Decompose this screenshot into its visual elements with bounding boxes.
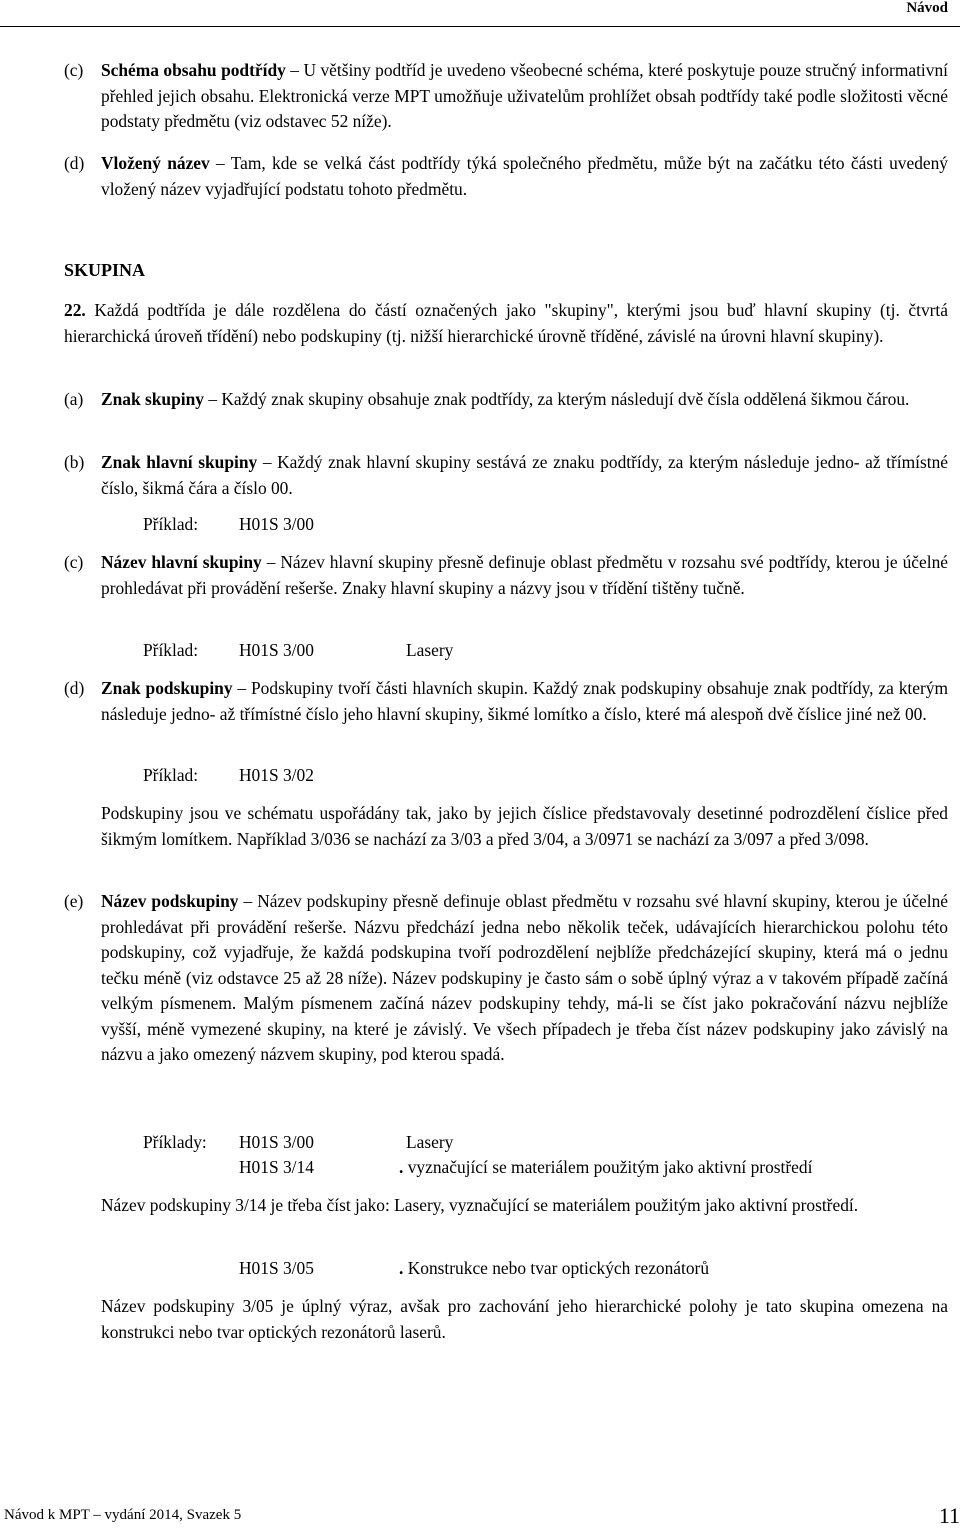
example-dot: .	[399, 1258, 404, 1278]
note-subgroup-3-05: Název podskupiny 3/05 je úplný výraz, avšak pro zachování jeho hierarchické polohy je tato skupina omezena na konstrukci nebo tvar optických rezonátorů laserů.	[101, 1296, 948, 1342]
item-term: Název podskupiny	[101, 891, 239, 911]
section-heading: SKUPINA	[64, 260, 146, 280]
item-marker: (c)	[64, 552, 84, 572]
item-text: Název hlavní skupiny přesně definuje oblast předmětu v rozsahu své podtřídy, kterou je účelné prohledávat při provádění rešerše. Znaky hlavní skupiny a názvy jsou v třídění tištěny tučně.	[101, 552, 948, 598]
note-subgroup-3-14: Název podskupiny 3/14 je třeba číst jako: Lasery, vyznačující se materiálem použitým jako aktivní prostředí.	[101, 1195, 859, 1215]
item-d-inserted-title	[64, 151, 948, 202]
item-a-group-symbol	[64, 387, 948, 413]
item-c-schema	[64, 58, 948, 135]
item-marker: (c)	[64, 60, 84, 80]
item-marker: (d)	[64, 678, 85, 698]
item-text: Podskupiny tvoří části hlavních skupin. Každý znak podskupiny obsahuje znak podtřídy, za kterým následuje jedno- až třímístné číslo jeho hlavní skupiny, šikmé lomítko a číslo, které má alespoň dvě číslice jiné než 00.	[101, 678, 948, 724]
item-marker: (d)	[64, 153, 85, 173]
item-dash: –	[285, 60, 304, 80]
item-e-subgroup-title	[64, 889, 948, 1068]
item-dash: –	[232, 678, 252, 698]
paragraph-text: Každá podtřída je dále rozdělena do částí označených jako "skupiny", kterými jsou buď hlavní skupiny (tj. čtvrtá hierarchická úroveň třídění) nebo podskupiny (tj. nižší hierarchické úrovně tříděné, závislé na úrovni hlavní skupiny).	[64, 300, 948, 346]
example-title: vyznačující se materiálem použitým jako aktivní prostředí	[403, 1157, 813, 1177]
header-rule	[0, 26, 960, 27]
example-e1	[143, 1130, 454, 1156]
item-dash: –	[261, 552, 281, 572]
item-term: Znak hlavní skupiny	[101, 452, 258, 472]
item-text: U většiny podtříd je uvedeno všeobecné schéma, které poskytuje pouze stručný informativní přehled jejich obsahu. Elektronická verze MPT umožňuje uživatelům prohlížet obsah podtřídy také podle složitosti věcné podstaty předmětu (viz odstavec 52 níže).	[101, 60, 948, 131]
example-dot: .	[399, 1157, 404, 1177]
example-code: H01S 3/02	[239, 765, 314, 785]
item-term: Vložený název	[101, 153, 210, 173]
item-dash: –	[238, 891, 258, 911]
footer-text: Návod k MPT – vydání 2014, Svazek 5	[4, 1507, 242, 1523]
item-d-subgroup-symbol	[64, 676, 948, 727]
example-label: Příklad:	[143, 640, 199, 660]
item-marker: (b)	[64, 452, 85, 472]
item-text: Název podskupiny přesně definuje oblast předmětu v rozsahu své hlavní skupiny, kterou je účelné prohledávat při provádění rešerše. Názvu předchází jedna nebo několik teček, udávajících hierarchickou polohu této podskupiny, což vyjadřuje, že každá podskupina tvoří podrozdělení nejblíže předcházející skupiny, která má o jednu tečku méně (viz odstavce 25 až 28 níže). Název podskupiny je často sám o sobě úplný výraz a v takovém případě začíná velkým písmenem. Malým písmenem začíná název podskupiny tehdy, má-li se číst jako pokračování názvu nejblíže vyšší, méně vymezené skupiny, na které je závislý. Ve všech případech je třeba číst název podskupiny jako závislý na názvu a jako omezený názvem skupiny, pod kterou spadá.	[101, 891, 948, 1064]
example-e2	[239, 1155, 813, 1181]
example-title: Lasery	[406, 640, 454, 660]
example-label: Příklad:	[143, 765, 199, 785]
item-text: Každý znak skupiny obsahuje znak podtřídy, za kterým následují dvě čísla oddělená šikmou čárou.	[221, 389, 910, 409]
item-marker: (a)	[64, 389, 84, 409]
running-header: Návod	[906, 0, 948, 16]
example-code: H01S 3/00	[239, 1132, 314, 1152]
example-b	[143, 512, 314, 538]
paragraph-number: 22.	[64, 300, 86, 320]
item-dash: –	[209, 153, 231, 173]
item-b-main-group-symbol	[64, 450, 948, 501]
example-title: Konstrukce nebo tvar optických rezonátorů	[403, 1258, 710, 1278]
item-dash: –	[203, 389, 222, 409]
item-text: Tam, kde se velká část podtřídy týká společného předmětu, může být na začátku této části uvedený vložený název vyjadřující podstatu tohoto předmětu.	[101, 153, 948, 199]
item-term: Znak podskupiny	[101, 678, 233, 698]
example-code: H01S 3/00	[239, 640, 314, 660]
note-subgroup-ordering: Podskupiny jsou ve schématu uspořádány tak, jako by jejich číslice představovaly desetinné podrozdělení číslice před šikmým lomítkem. Například 3/036 se nachází za 3/03 a před 3/04, a 3/0971 se nachází za 3/097 a před 3/098.	[101, 803, 948, 849]
example-e3	[239, 1256, 710, 1282]
item-text: Každý znak hlavní skupiny sestává ze znaku podtřídy, za kterým následuje jedno- až třímístné číslo, šikmá čára a číslo 00.	[101, 452, 949, 498]
item-dash: –	[257, 452, 278, 472]
item-c-main-group-title	[64, 550, 948, 601]
example-title: Lasery	[406, 1132, 454, 1152]
example-c	[143, 638, 454, 664]
example-label: Příklady:	[143, 1132, 207, 1152]
item-term: Název hlavní skupiny	[101, 552, 262, 572]
example-d	[143, 763, 314, 789]
example-label: Příklad:	[143, 514, 199, 534]
example-code: H01S 3/00	[239, 514, 314, 534]
item-marker: (e)	[64, 891, 84, 911]
item-term: Znak skupiny	[101, 389, 204, 409]
example-code: H01S 3/14	[239, 1157, 314, 1177]
page-number: 11	[938, 1503, 960, 1528]
item-term: Schéma obsahu podtřídy	[101, 60, 286, 80]
paragraph-22	[64, 298, 948, 349]
example-code: H01S 3/05	[239, 1258, 314, 1278]
